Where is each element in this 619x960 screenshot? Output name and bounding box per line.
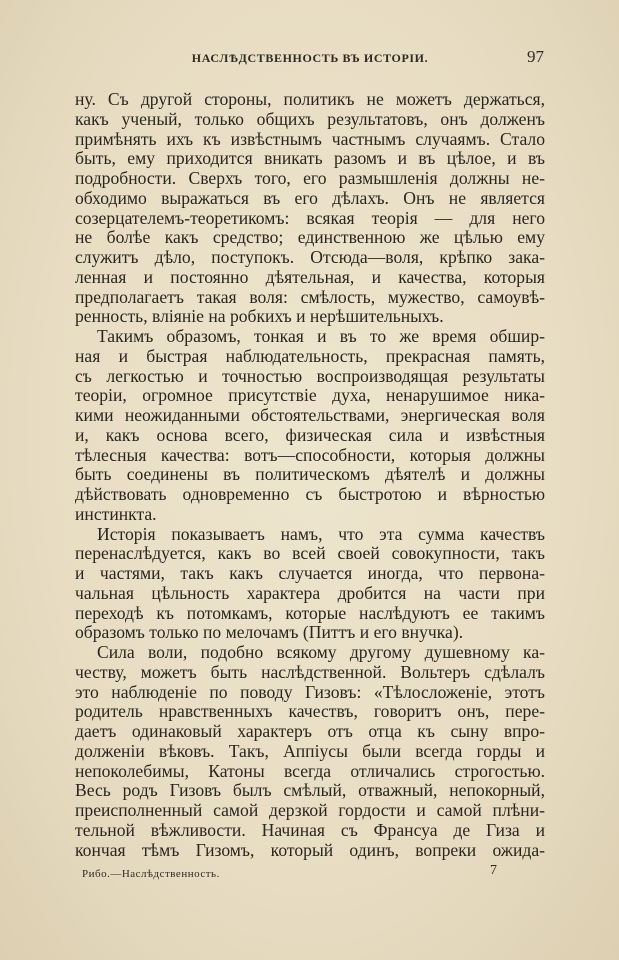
paragraph-2 (75, 327, 545, 525)
text-line: ная и быстрая наблюдательность, прекрасная память, (75, 346, 545, 366)
text-line: ну. Съ другой стороны, политикъ не можетъ держаться, (75, 90, 545, 109)
text-line: переходѣ къ потомкамъ, которые наслѣдуютъ ее такимъ (75, 603, 545, 623)
text-line: быть, ему приходится вникать разомъ и въ цѣлое, и въ (75, 149, 545, 169)
text-line: непоколебимы, Катоны всегда отличались строгостью. (75, 761, 545, 781)
text-line: тельной вѣжливости. Начиная съ Франсуа де Гиза и (75, 820, 545, 840)
page-number: 97 (527, 47, 544, 66)
running-title: НАСЛѢДСТВЕННОСТЬ ВЪ ИСТОРІИ. (191, 51, 429, 65)
text-line: какъ ученый, только общихъ результатовъ, онъ долженъ (75, 109, 545, 129)
text-line: подробности. Сверхъ того, его размышленія должны не- (75, 169, 545, 188)
text-line: Такимъ образомъ, тонкая и въ то же время обшир- (97, 327, 545, 346)
text-line: даетъ одинаковый характеръ отъ отца къ сыну впро- (75, 722, 545, 741)
text-line: съ легкостью и точностью воспроизводящая результаты (75, 366, 545, 386)
text-line: и частями, такъ какъ случается иногда, что первона- (75, 564, 545, 583)
text-line: инстинкта. (75, 504, 157, 524)
paragraph-4 (75, 643, 545, 860)
text-line: кими неожиданными обстоятельствами, энергическая воля (75, 406, 545, 425)
text-line: обходимо выражаться въ его дѣлахъ. Онъ не является (75, 188, 545, 208)
paragraph-3 (75, 525, 545, 644)
text-line: ренность, вліяніе на робкихъ и нерѣшительныхъ. (75, 307, 444, 327)
text-line: чальная цѣльность характера дробится на части при (75, 583, 545, 603)
text-line: быть соединены въ политическомъ дѣятелѣ и должны (75, 465, 545, 485)
text-line: служитъ дѣло, поступокъ. Отсюда—воля, крѣпко зака- (75, 248, 545, 267)
text-line: это наблюденіе по поводу Гизовъ: «Тѣлосложеніе, этотъ (75, 682, 545, 702)
footer-sheet-number: 7 (490, 863, 497, 878)
text-line: примѣнять ихъ къ извѣстнымъ частнымъ случаямъ. Стало (75, 129, 545, 149)
text-line: созерцателемъ-теоретикомъ: всякая теорія — для него (75, 208, 545, 228)
text-line: Исторія показываетъ намъ, что эта сумма качествъ (97, 524, 545, 544)
text-line: Весь родъ Гизовъ былъ смѣлый, отважный, непокорный, (75, 781, 545, 801)
text-line: родитель нравственныхъ качествъ, говоритъ онъ, пере- (75, 702, 545, 722)
text-line: дѣйствовать одновременно съ быстротою и вѣрностью (75, 485, 545, 504)
text-line: тѣлесныя качества: вотъ—способности, которыя должны (75, 445, 545, 465)
footer-signature: Рибо.—Наслѣдственность. (82, 868, 220, 880)
text-line: теоріи, огромное присутствіе духа, ненарушимое ника- (75, 386, 545, 406)
text-line: предполагаетъ такая воля: смѣлость, мужество, самоувѣ- (75, 287, 545, 307)
body-text (75, 90, 545, 860)
text-line: Сила воли, подобно всякому другому душевному ка- (97, 643, 545, 662)
text-line: долженіи вѣковъ. Такъ, Аппіусы были всегда горды и (75, 741, 545, 761)
text-line: честву, можетъ быть наслѣдственной. Вольтеръ сдѣлалъ (75, 662, 545, 682)
text-line: образомъ только по мелочамъ (Питтъ и его внучка). (75, 623, 464, 643)
paragraph-1 (75, 90, 545, 327)
text-line: перенаслѣдуется, какъ во всей своей совокупности, такъ (75, 544, 545, 564)
text-line: и, какъ основа всего, физическая сила и извѣстныя (75, 425, 545, 445)
text-line: не болѣе какъ средство; единственною же цѣлью ему (75, 228, 545, 248)
text-line: преисполненный самой дерзкой гордости и самой плѣни- (75, 801, 545, 820)
text-line: ленная и постоянно дѣятельная, и качества, которыя (75, 267, 545, 287)
text-line: кончая тѣмъ Гизомъ, который одинъ, вопреки ожида- (75, 840, 545, 860)
